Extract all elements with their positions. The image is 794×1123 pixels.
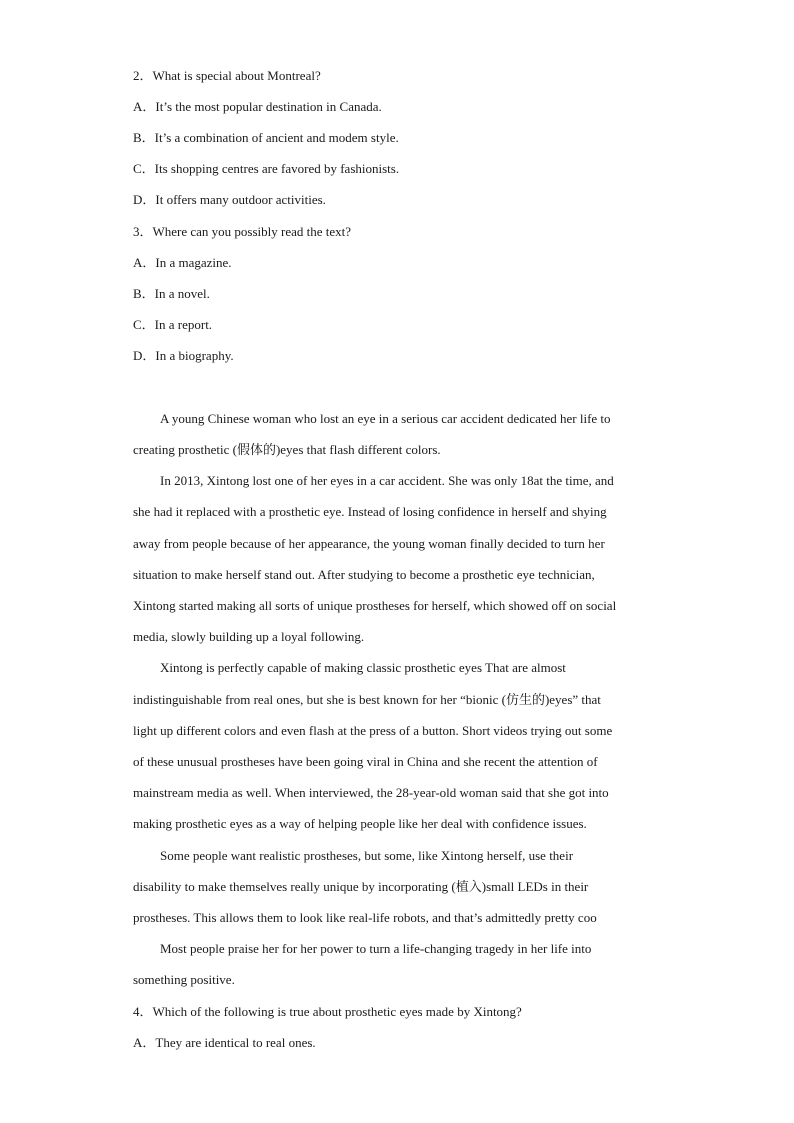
passage-line: In 2013, Xintong lost one of her eyes in a car accident. She was only 18at the time, and — [160, 473, 614, 488]
passage-line: Xintong is perfectly capable of making classic prosthetic eyes That are almost — [160, 660, 566, 675]
question-3-option-c: C．In a report. — [133, 317, 213, 332]
question-2-option-d: D．It offers many outdoor activities. — [133, 192, 326, 207]
passage-line: mainstream media as well. When interviewed, the 28-year-old woman said that she got into — [133, 785, 609, 800]
passage-line: prostheses. This allows them to look like real-life robots, and that’s admittedly pretty coo — [133, 910, 597, 925]
question-2-option-c: C．Its shopping centres are favored by fashionists. — [133, 161, 400, 176]
question-4-stem: 4．Which of the following is true about prosthetic eyes made by Xintong? — [133, 1004, 522, 1019]
question-4-option-a: A．They are identical to real ones. — [133, 1035, 316, 1050]
passage-line: light up different colors and even flash at the press of a button. Short videos trying out some — [133, 723, 613, 738]
question-3-option-b: B．In a novel. — [133, 286, 210, 301]
question-3-option-a: A．In a magazine. — [133, 255, 232, 270]
passage-line: Most people praise her for her power to turn a life-changing tragedy in her life into — [160, 941, 592, 956]
passage-line: away from people because of her appearance, the young woman finally decided to turn her — [133, 536, 605, 551]
passage-line: A young Chinese woman who lost an eye in a serious car accident dedicated her life to — [160, 411, 611, 426]
passage-line: making prosthetic eyes as a way of helping people like her deal with confidence issues. — [133, 816, 587, 831]
passage-line: of these unusual prostheses have been going viral in China and she recent the attention of — [133, 754, 598, 769]
passage-line: situation to make herself stand out. After studying to become a prosthetic eye technician, — [133, 567, 595, 582]
question-2-option-a: A．It’s the most popular destination in Canada. — [133, 99, 382, 114]
passage-line: media, slowly building up a loyal following. — [133, 629, 365, 644]
passage-line: she had it replaced with a prosthetic eye. Instead of losing confidence in herself and shying — [133, 504, 607, 519]
question-2-option-b: B．It’s a combination of ancient and modem style. — [133, 130, 399, 145]
passage-line: something positive. — [133, 972, 235, 987]
question-2-stem: 2．What is special about Montreal? — [133, 68, 321, 83]
question-3-option-d: D．In a biography. — [133, 348, 234, 363]
question-3-stem: 3．Where can you possibly read the text? — [133, 224, 352, 239]
passage-line: indistinguishable from real ones, but she is best known for her “bionic (仿生的)eyes” that — [133, 692, 601, 707]
passage-line: Some people want realistic prostheses, but some, like Xintong herself, use their — [160, 848, 574, 863]
passage-line: disability to make themselves really unique by incorporating (植入)small LEDs in their — [133, 879, 589, 894]
passage-line: creating prosthetic (假体的)eyes that flash different colors. — [133, 442, 441, 457]
passage-line: Xintong started making all sorts of unique prostheses for herself, which showed off on social — [133, 598, 617, 613]
